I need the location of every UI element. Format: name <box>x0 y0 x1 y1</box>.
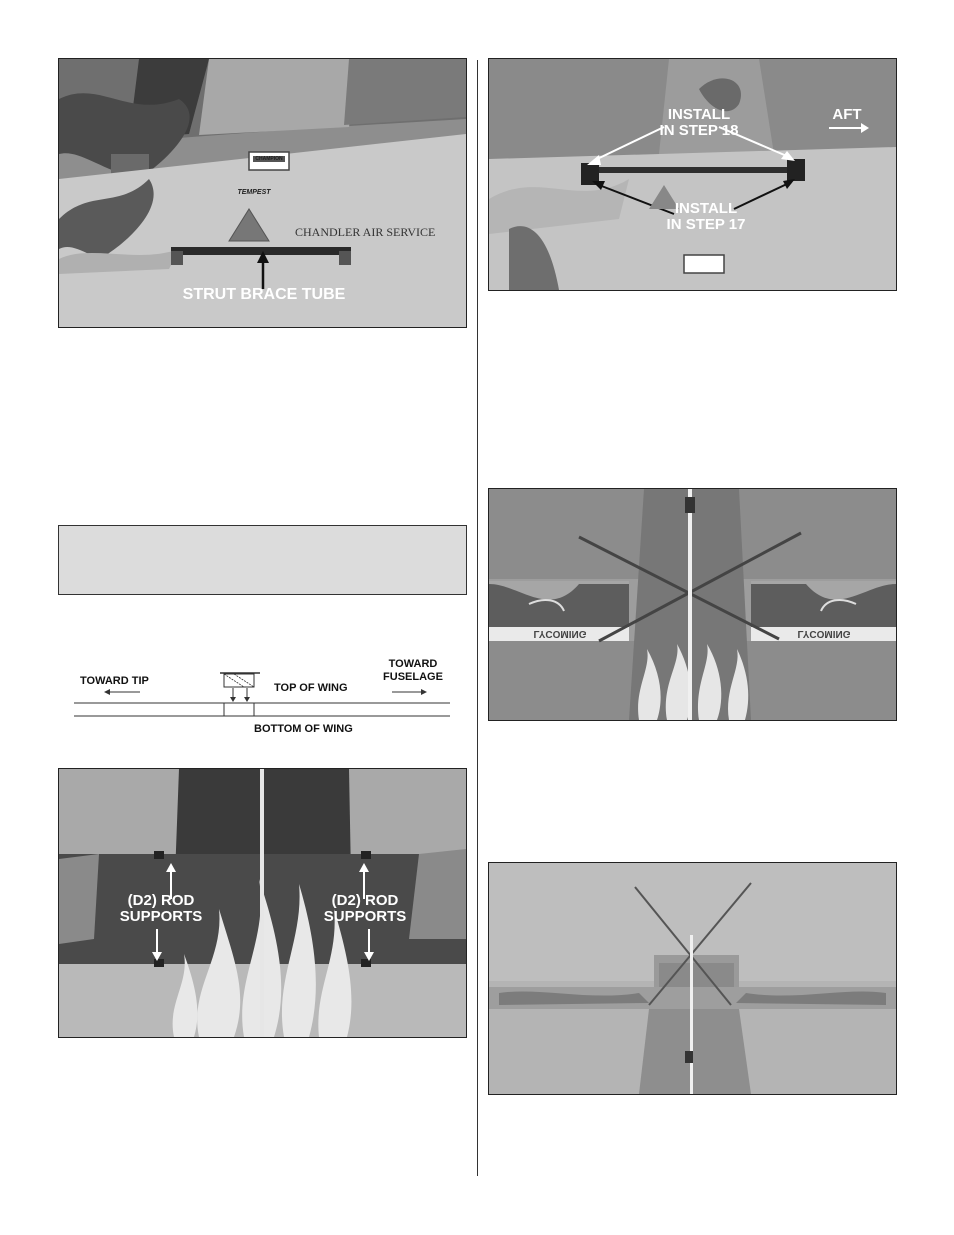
photo-rod-supports <box>58 768 467 1038</box>
champion-logo-label: CHAMPION <box>255 156 283 162</box>
rod-support-right-bottom <box>361 959 371 967</box>
top-of-wing-label: TOP OF WING <box>274 682 348 694</box>
brace-bar-shape <box>584 167 799 173</box>
toward-tip-label: TOWARD TIP <box>80 675 149 687</box>
rod-support-left-bottom <box>154 959 164 967</box>
install-step-17-label: INSTALL IN STEP 17 <box>666 200 746 234</box>
wing-diagram <box>74 655 450 740</box>
photo-strut-brace-tube <box>58 58 467 328</box>
rod-supports-left-label: (D2) ROD SUPPORTS <box>119 892 203 926</box>
lycoming-left-label: LYCOMING <box>533 627 587 639</box>
install-step-18-label: INSTALL IN STEP 18 <box>659 106 739 140</box>
champion-logo-icon-2 <box>684 255 724 273</box>
strut-brace-tube-shape <box>171 247 351 255</box>
photo-crossed-wires-front <box>488 862 897 1095</box>
photo-crossed-wires-top <box>488 488 897 721</box>
rod-support-icon <box>224 674 254 687</box>
bottom-of-wing-label: BOTTOM OF WING <box>254 723 353 735</box>
lycoming-right-label: LYCOMING <box>797 627 851 639</box>
rod-support-right-top <box>361 851 371 859</box>
strut-brace-tube-label: STRUT BRACE TUBE <box>182 286 346 303</box>
crossed-wires-front-art <box>489 863 896 1094</box>
crossed-wires-photo-art <box>489 489 896 720</box>
photo-install-steps <box>488 58 897 291</box>
tempest-brand-label: TEMPEST <box>237 189 271 196</box>
note-box <box>58 525 467 595</box>
chandler-air-service-banner: CHANDLER AIR SERVICE <box>295 225 436 239</box>
column-divider <box>477 60 478 1176</box>
aft-label: AFT <box>832 106 862 123</box>
toward-fuselage-label: TOWARD FUSELAGE <box>383 658 443 683</box>
rod-supports-right-label: (D2) ROD SUPPORTS <box>323 892 407 926</box>
rod-support-left-top <box>154 851 164 859</box>
install-steps-photo-art <box>489 59 896 290</box>
